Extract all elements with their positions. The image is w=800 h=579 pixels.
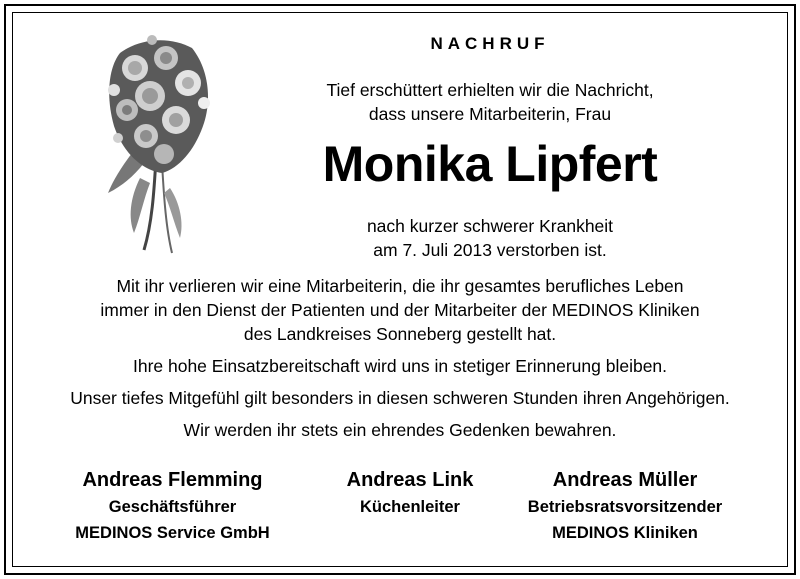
deceased-name: Monika Lipfert: [322, 136, 658, 192]
signature-role: Küchenleiter: [360, 498, 460, 516]
signature-flemming: [45, 466, 300, 546]
paragraph-tribute-line-3: des Landkreises Sonneberg gestellt hat.: [243, 324, 557, 344]
signature-role: Betriebsratsvorsitzender: [527, 498, 723, 516]
intro-line-1: Tief erschüttert erhielten wir die Nachricht,: [326, 80, 654, 100]
signature-organization: MEDINOS Kliniken: [552, 524, 698, 542]
death-line-2: am 7. Juli 2013 verstorben ist.: [373, 240, 607, 260]
paragraph-condolence: Unser tiefes Mitgefühl gilt besonders in diesen schweren Stunden ihren Angehörigen.: [70, 388, 730, 408]
signature-role: Geschäftsführer: [108, 498, 237, 516]
paragraph-commitment: Ihre hohe Einsatzbereitschaft wird uns in stetiger Erinnerung bleiben.: [132, 356, 668, 376]
signature-name: Andreas Link: [346, 469, 474, 491]
signature-organization: MEDINOS Service GmbH: [75, 524, 270, 542]
intro-block: [280, 78, 700, 126]
signature-mueller: [495, 466, 755, 546]
obituary-heading: NACHRUF: [430, 34, 550, 53]
paragraph-tribute: [20, 274, 780, 346]
signature-name: Andreas Müller: [552, 469, 698, 491]
paragraph-tribute-line-1: Mit ihr verlieren wir eine Mitarbeiterin, die ihr gesamtes berufliches Leben: [116, 276, 684, 296]
flower-bouquet-icon: [100, 28, 220, 258]
paragraph-tribute-line-2: immer in den Dienst der Patienten und der Mitarbeiter der MEDINOS Kliniken: [100, 300, 700, 320]
signature-link: [310, 466, 510, 520]
signature-name: Andreas Flemming: [82, 469, 263, 491]
death-line-1: nach kurzer schwerer Krankheit: [366, 216, 614, 236]
death-block: [280, 214, 700, 262]
paragraph-remembrance: Wir werden ihr stets ein ehrendes Gedenken bewahren.: [183, 420, 617, 440]
obituary-body: [20, 274, 780, 442]
intro-line-2: dass unsere Mitarbeiterin, Frau: [368, 104, 612, 124]
